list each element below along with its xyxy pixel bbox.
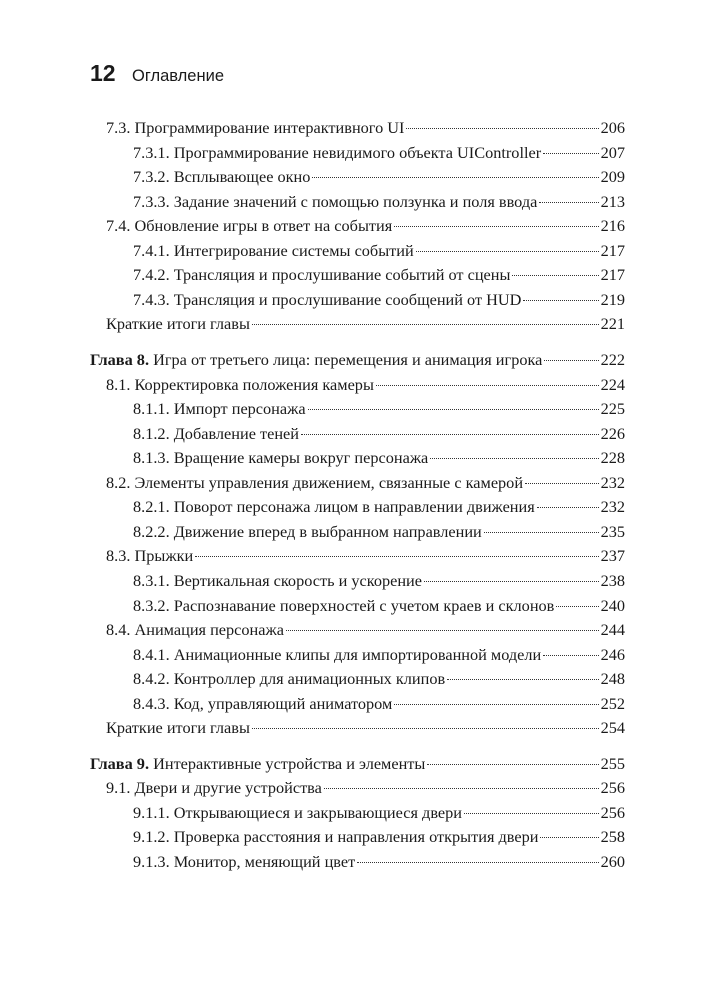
toc-entry-number: 8.3. <box>106 546 135 566</box>
toc-entry-title: Трансляция и прослушивание событий от сцены <box>173 265 511 285</box>
toc-subsection-entry <box>133 596 625 621</box>
toc-section-entry <box>106 718 625 743</box>
toc-entry-number: 8.2. <box>106 472 135 492</box>
dot-leader <box>447 679 598 680</box>
toc-entry-page: 209 <box>600 167 625 187</box>
dot-leader <box>394 226 598 227</box>
toc-entry-title: Задание значений с помощью ползунка и поля ввода <box>173 191 538 211</box>
dot-leader <box>252 324 599 325</box>
toc-entry-page: 232 <box>600 497 625 517</box>
toc-subsection-entry <box>133 143 625 168</box>
toc-entry-number: 9.1.3. <box>133 851 174 871</box>
toc-entry-page: 252 <box>600 693 625 713</box>
toc-entry-page: 225 <box>600 399 625 419</box>
toc-entry-number: 7.4.3. <box>133 289 174 309</box>
toc-entry-title: Краткие итоги главы <box>106 314 250 334</box>
dot-leader <box>523 300 598 301</box>
toc-subsection-entry <box>133 290 625 315</box>
dot-leader <box>376 385 599 386</box>
toc-entry-title: Поворот персонажа лицом в направлении движения <box>173 497 535 517</box>
toc-entry-page: 237 <box>600 546 625 566</box>
toc-chapter-entry <box>90 350 625 375</box>
toc-entry-number: 7.3.3. <box>133 191 174 211</box>
toc-section-entry <box>106 216 625 241</box>
dot-leader <box>394 704 598 705</box>
toc-subsection-entry <box>133 827 625 852</box>
toc-entry-page: 254 <box>600 718 625 738</box>
toc-entry-page: 206 <box>600 118 625 137</box>
dot-leader <box>406 128 598 129</box>
toc-entry-title: Двери и другие устройства <box>134 778 322 798</box>
toc-entry-title: Движение вперед в выбранном направлении <box>173 521 482 541</box>
toc-entry-number: 9.1. <box>106 778 135 798</box>
toc-subsection-entry <box>133 167 625 192</box>
toc-section-entry <box>106 375 625 400</box>
toc-entry-page: 207 <box>600 142 625 162</box>
toc-section-entry <box>106 473 625 498</box>
dot-leader <box>252 728 599 729</box>
dot-leader <box>556 606 598 607</box>
toc-entry-title: Импорт персонажа <box>173 399 306 419</box>
dot-leader <box>464 813 599 814</box>
toc-subsection-entry <box>133 241 625 266</box>
toc-subsection-entry <box>133 497 625 522</box>
dot-leader <box>301 434 599 435</box>
dot-leader <box>537 507 599 508</box>
toc-entry-title: Интерактивные устройства и элементы <box>153 753 426 773</box>
toc-entry-title: Игра от третьего лица: перемещения и анимация игрока <box>153 350 543 369</box>
toc-entry-title: Программирование интерактивного UI <box>134 118 405 137</box>
toc-entry-page: 226 <box>600 423 625 443</box>
toc-entry-page: 260 <box>600 851 625 871</box>
dot-leader <box>308 409 599 410</box>
toc-entry-title: Контроллер для анимационных клипов <box>173 669 446 689</box>
toc-entry-page: 255 <box>600 753 625 773</box>
dot-leader <box>430 458 598 459</box>
toc-entry-page: 219 <box>600 289 625 309</box>
toc-entry-page: 248 <box>600 669 625 689</box>
toc-entry-page: 232 <box>600 472 625 492</box>
toc-entry-title: Вращение камеры вокруг персонажа <box>173 448 429 468</box>
toc-entry-page: 240 <box>600 595 625 615</box>
toc-subsection-entry <box>133 571 625 596</box>
toc-entry-number: 9.1.2. <box>133 827 174 847</box>
toc-entry-title: Программирование невидимого объекта UIController <box>173 142 542 162</box>
toc-entry-page: 228 <box>600 448 625 468</box>
toc-entry-title: Анимационные клипы для импортированной модели <box>173 644 542 664</box>
toc-subsection-entry <box>133 448 625 473</box>
toc-section-entry <box>106 314 625 339</box>
dot-leader <box>357 862 598 863</box>
toc-entry-title: Распознавание поверхностей с учетом краев и склонов <box>173 595 555 615</box>
toc-entry-title: Прыжки <box>134 546 194 566</box>
toc-entry-title: Интегрирование системы событий <box>173 240 414 260</box>
toc-entry-page: 222 <box>600 350 625 369</box>
toc-subsection-entry <box>133 265 625 290</box>
dot-leader <box>525 483 599 484</box>
section-title: Оглавление <box>132 67 224 85</box>
toc-entry-page: 216 <box>600 216 625 236</box>
toc-entry-number: 8.1. <box>106 374 135 394</box>
toc-entry-number: 8.1.3. <box>133 448 174 468</box>
toc-entry-title: Обновление игры в ответ на события <box>134 216 393 236</box>
toc-entry-title: Анимация персонажа <box>134 620 284 639</box>
dot-leader <box>424 581 599 582</box>
toc-entry-title: Открывающиеся и закрывающиеся двери <box>173 802 463 822</box>
dot-leader <box>512 275 598 276</box>
toc-entry-number: 8.3.1. <box>133 570 174 590</box>
page-number: 12 <box>90 60 116 86</box>
toc-entry-number: 8.2.1. <box>133 497 174 517</box>
dot-leader <box>286 630 599 631</box>
toc-entry-number: 7.3.1. <box>133 142 174 162</box>
toc-section-entry <box>106 118 625 143</box>
toc-subsection-entry <box>133 645 625 670</box>
toc-entry-page: 217 <box>600 240 625 260</box>
toc-entry-title: Проверка расстояния и направления открытия двери <box>173 827 539 847</box>
toc-entry-number: 7.4.2. <box>133 265 174 285</box>
toc-entry-title: Элементы управления движением, связанные с камерой <box>134 472 524 492</box>
toc-entry-page: 258 <box>600 827 625 847</box>
dot-leader <box>312 177 598 178</box>
toc-subsection-entry <box>133 424 625 449</box>
toc-entry-number: 8.4.3. <box>133 693 174 713</box>
toc-entry-page: 217 <box>600 265 625 285</box>
toc-entry-page: 246 <box>600 644 625 664</box>
toc-entry-number: 8.2.2. <box>133 521 174 541</box>
dot-leader <box>195 556 598 557</box>
toc-entry-page: 235 <box>600 521 625 541</box>
toc-entry-number: 8.4.2. <box>133 669 174 689</box>
dot-leader <box>484 532 599 533</box>
toc-entry-page: 256 <box>600 802 625 822</box>
toc-entry-title: Трансляция и прослушивание сообщений от HUD <box>173 289 522 309</box>
running-head <box>90 60 224 87</box>
toc-entry-title: Всплывающее окно <box>173 167 311 187</box>
toc-entry-number: 8.4.1. <box>133 644 174 664</box>
toc-subsection-entry <box>133 852 625 877</box>
toc-entry-title: Монитор, меняющий цвет <box>173 851 356 871</box>
toc-entry-title: Вертикальная скорость и ускорение <box>173 570 422 590</box>
toc-entry-number: 7.4.1. <box>133 240 174 260</box>
toc-subsection-entry <box>133 669 625 694</box>
toc-entry-title: Корректировка положения камеры <box>134 374 374 394</box>
dot-leader <box>427 764 598 765</box>
toc-entry-page: 238 <box>600 570 625 590</box>
toc-section-entry <box>106 546 625 571</box>
toc-subsection-entry <box>133 192 625 217</box>
toc-chapter-entry <box>90 754 625 779</box>
toc-entry-number: 8.3.2. <box>133 595 174 615</box>
toc-section-entry <box>106 778 625 803</box>
toc-entry-number: 8.1.2. <box>133 423 174 443</box>
dot-leader <box>544 360 598 361</box>
toc-entry-title: Код, управляющий аниматором <box>173 693 393 713</box>
toc-entry-number: 7.4. <box>106 216 135 236</box>
toc-section-entry <box>106 620 625 645</box>
toc-entry-number: 9.1.1. <box>133 802 174 822</box>
toc-entry-page: 224 <box>600 374 625 394</box>
dot-leader <box>416 251 599 252</box>
toc-entry-page: 221 <box>600 314 625 334</box>
toc-entry-number: Глава 8. <box>90 350 154 369</box>
toc-entry-title: Добавление теней <box>173 423 300 443</box>
toc-entry-number: 8.1.1. <box>133 399 174 419</box>
toc-subsection-entry <box>133 399 625 424</box>
toc-entry-number: 8.4. <box>106 620 135 639</box>
dot-leader <box>540 837 598 838</box>
toc-entry-page: 256 <box>600 778 625 798</box>
toc-entry-number: 7.3. <box>106 118 135 137</box>
toc-subsection-entry <box>133 803 625 828</box>
dot-leader <box>543 655 598 656</box>
toc-entry-number: Глава 9. <box>90 753 154 773</box>
dot-leader <box>324 788 599 789</box>
toc-subsection-entry <box>133 522 625 547</box>
toc-entry-page: 213 <box>600 191 625 211</box>
toc-subsection-entry <box>133 694 625 719</box>
toc-entry-number: 7.3.2. <box>133 167 174 187</box>
toc-entry-title: Краткие итоги главы <box>106 718 250 738</box>
toc-entry-page: 244 <box>600 620 625 639</box>
dot-leader <box>539 202 598 203</box>
dot-leader <box>543 153 598 154</box>
